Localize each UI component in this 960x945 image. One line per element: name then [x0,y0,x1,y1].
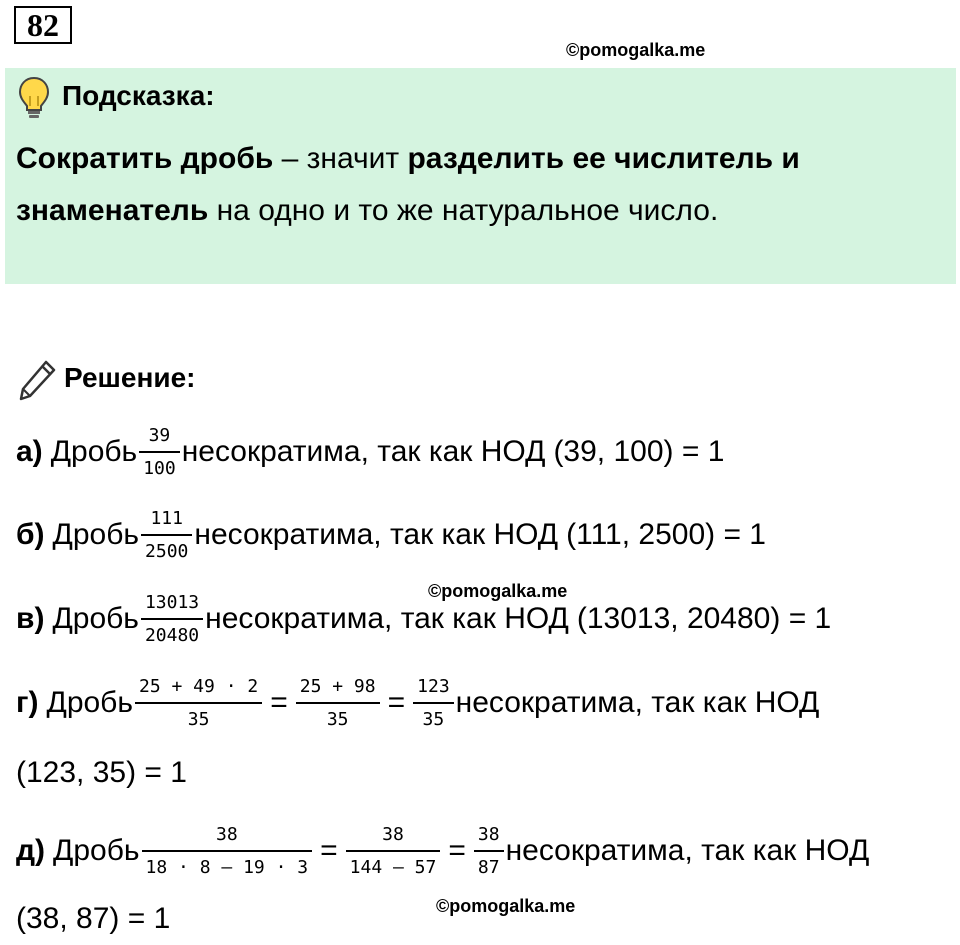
fraction: $\frac{38}{87}$ [476,823,502,880]
lightbulb-icon [17,76,51,120]
item-result: (111, 2500) = 1 [566,518,766,551]
fraction: $\frac{38}{144 - 57}$ [348,823,439,880]
hint-text: на одно и то же натуральное число. [208,194,719,227]
item-result: (38, 87) = 1 [16,902,171,935]
item-reason: несократима, так как НОД [205,602,569,635]
task-number: 82 [14,6,72,44]
item-reason: несократима, так как НОД [181,435,546,468]
hint-title: Подсказка: [62,80,215,111]
fraction: $\frac{38}{18 \cdot 8 - 19 \cdot 3}$ [144,823,311,880]
item-result: (39, 100) = 1 [553,435,725,468]
watermark: ©pomogalka.me [436,896,576,916]
item-word: Дробь [53,834,140,867]
item-reason: несократима, так как НОД [455,686,820,719]
fraction: $\frac{25 + 49 \cdot 2}{35}$ [137,675,260,732]
hint-term: Сократить дробь [16,142,274,175]
solution-item-b [16,500,766,570]
watermark: ©pomogalka.me [566,40,706,60]
fraction: $\frac{25 + 98}{35}$ [298,675,378,732]
fraction: $\frac{111}{2500}$ [143,507,190,564]
item-word: Дробь [46,686,133,719]
item-label: в) [16,602,45,635]
fraction: $\frac{13013}{20480}$ [143,591,201,648]
hint-text: – значит [273,142,408,175]
hint-line-2 [16,194,718,228]
solution-item-d: д) Дробь $\frac{38}{18 \cdot 8 - 19 \cdot 3}$ = $\frac{38}{144 - 57}$ = $\frac{38}{87}$ несократима, так как НОД [16,823,870,878]
solution-item-g: г) Дробь $\frac{25 + 49 \cdot 2}{35}$ = $\frac{25 + 98}{35}$ = $\frac{123}{35}$ несократима, так как НОД [16,675,820,730]
solution-item-a [16,417,724,487]
item-word: Дробь [50,435,138,468]
item-label: б) [16,518,45,551]
pencil-icon [18,358,58,402]
item-label: г) [16,686,39,719]
solution-item-v [16,584,831,654]
item-word: Дробь [52,602,139,635]
watermark: ©pomogalka.me [428,581,568,601]
item-result: (13013, 20480) = 1 [576,602,832,635]
hint-emphasis: разделить ее числитель и [407,142,800,175]
item-label: а) [16,435,43,468]
solution-title: Решение: [64,362,196,393]
fraction: $\frac{39}{100}$ [141,424,178,481]
item-word: Дробь [52,518,140,551]
hint-emphasis: знаменатель [16,194,209,227]
item-result: (123, 35) = 1 [16,756,187,789]
item-reason: несократима, так как НОД [194,518,559,551]
item-label: д) [16,834,46,867]
item-reason: несократима, так как НОД [505,834,870,867]
hint-line-1 [16,142,800,176]
fraction: $\frac{123}{35}$ [415,675,452,732]
